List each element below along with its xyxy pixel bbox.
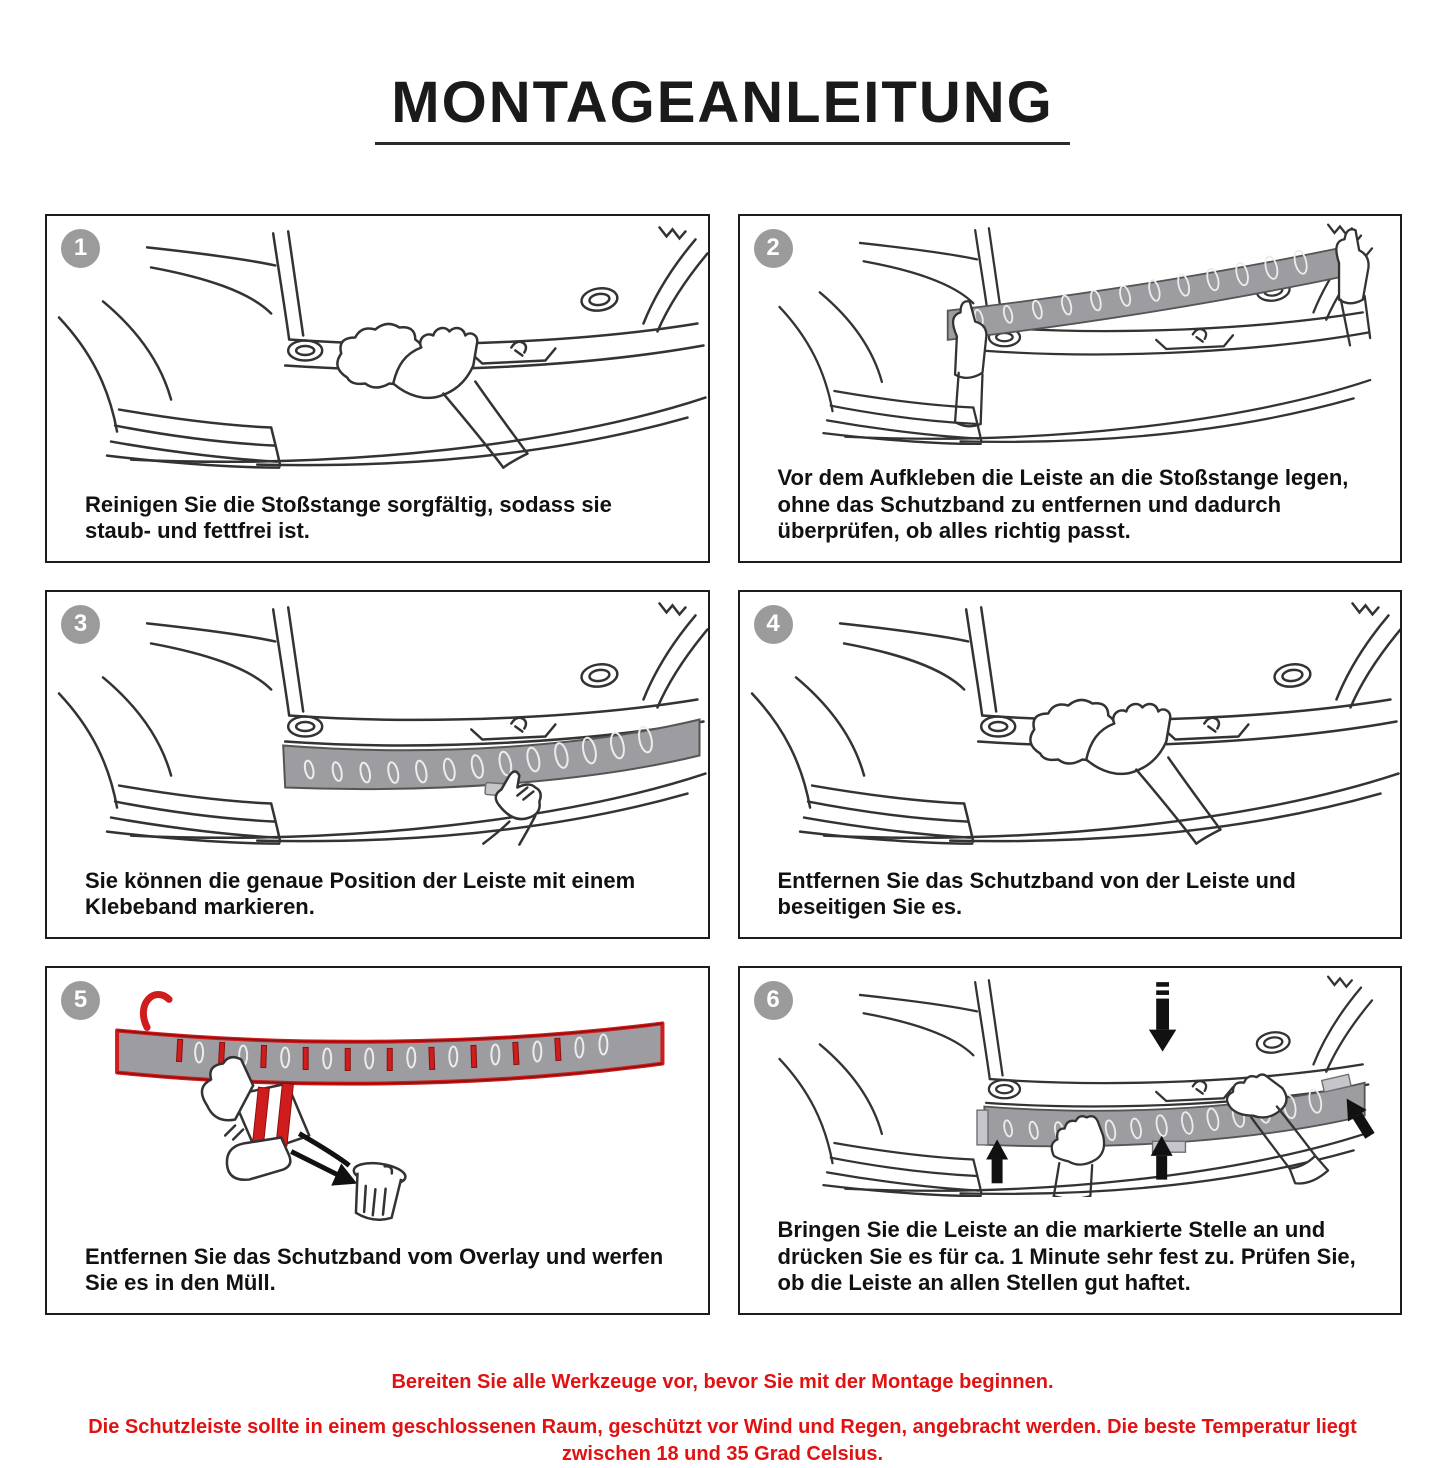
step-1-illustration-clean-bumper	[47, 221, 708, 471]
step-4-caption: Entfernen Sie das Schutzband von der Leiste und beseitigen Sie es.	[777, 867, 1296, 920]
step-3-caption: Sie können die genaue Position der Leiste mit einem Klebeband markieren.	[85, 867, 636, 920]
step-3-number-badge	[61, 605, 100, 644]
step-4-number-badge	[754, 605, 793, 644]
step-1-number-badge	[61, 229, 100, 268]
step-1-caption: Reinigen Sie die Stoßstange sorgfältig, sodass sie staub- und fettfrei ist.	[85, 491, 612, 544]
step-5-illustration-overlay-peel	[47, 973, 708, 1223]
step-3-number: 3	[73, 610, 88, 638]
page-title: MONTAGEANLEITUNG	[375, 73, 1069, 145]
step-2-number: 2	[766, 234, 780, 262]
step-2-illustration-test-fit-strip	[740, 221, 1401, 445]
step-1-number: 1	[73, 234, 88, 262]
step-5-caption: Entfernen Sie das Schutzband vom Overlay und werfen Sie es in den Müll.	[85, 1243, 664, 1296]
step-6-caption: Bringen Sie die Leiste an die markierte Stelle an und drücken Sie es für ca. 1 Minute sehr fest zu. Prüfen Sie, ob die Leiste an allen Stellen gut haftet.	[777, 1217, 1356, 1296]
step-4-illustration-remove-tape	[740, 597, 1401, 847]
footer-warning-tools: Bereiten Sie alle Werkzeuge vor, bevor Sie mit der Montage beginnen.	[391, 1370, 1054, 1393]
step-6-illustration-press-strip	[740, 973, 1401, 1197]
step-panel-6	[738, 966, 1403, 1315]
footer-warnings	[0, 1369, 1445, 1468]
step-4-number: 4	[766, 610, 780, 638]
step-panel-1	[45, 214, 710, 563]
step-6-number: 6	[766, 986, 780, 1014]
step-2-number-badge	[754, 229, 793, 268]
steps-grid	[45, 214, 1402, 1315]
step-panel-5	[45, 966, 710, 1315]
step-panel-2	[738, 214, 1403, 563]
step-panel-4	[738, 590, 1403, 939]
footer-warning-environment: Die Schutzleiste sollte in einem geschlossenen Raum, geschützt vor Wind und Regen, angebracht werden. Die beste Temperatur liegt zwischen 18 und 35 Grad Celsius.	[88, 1415, 1357, 1465]
step-panel-3	[45, 590, 710, 939]
step-3-illustration-mark-position	[47, 597, 708, 847]
step-5-number: 5	[73, 986, 88, 1014]
step-6-number-badge	[754, 981, 793, 1020]
step-2-caption: Vor dem Aufkleben die Leiste an die Stoßstange legen, ohne das Schutzband zu entfernen und dadurch überprüfen, ob alles richtig passt.	[777, 465, 1349, 544]
step-5-number-badge	[61, 981, 100, 1020]
